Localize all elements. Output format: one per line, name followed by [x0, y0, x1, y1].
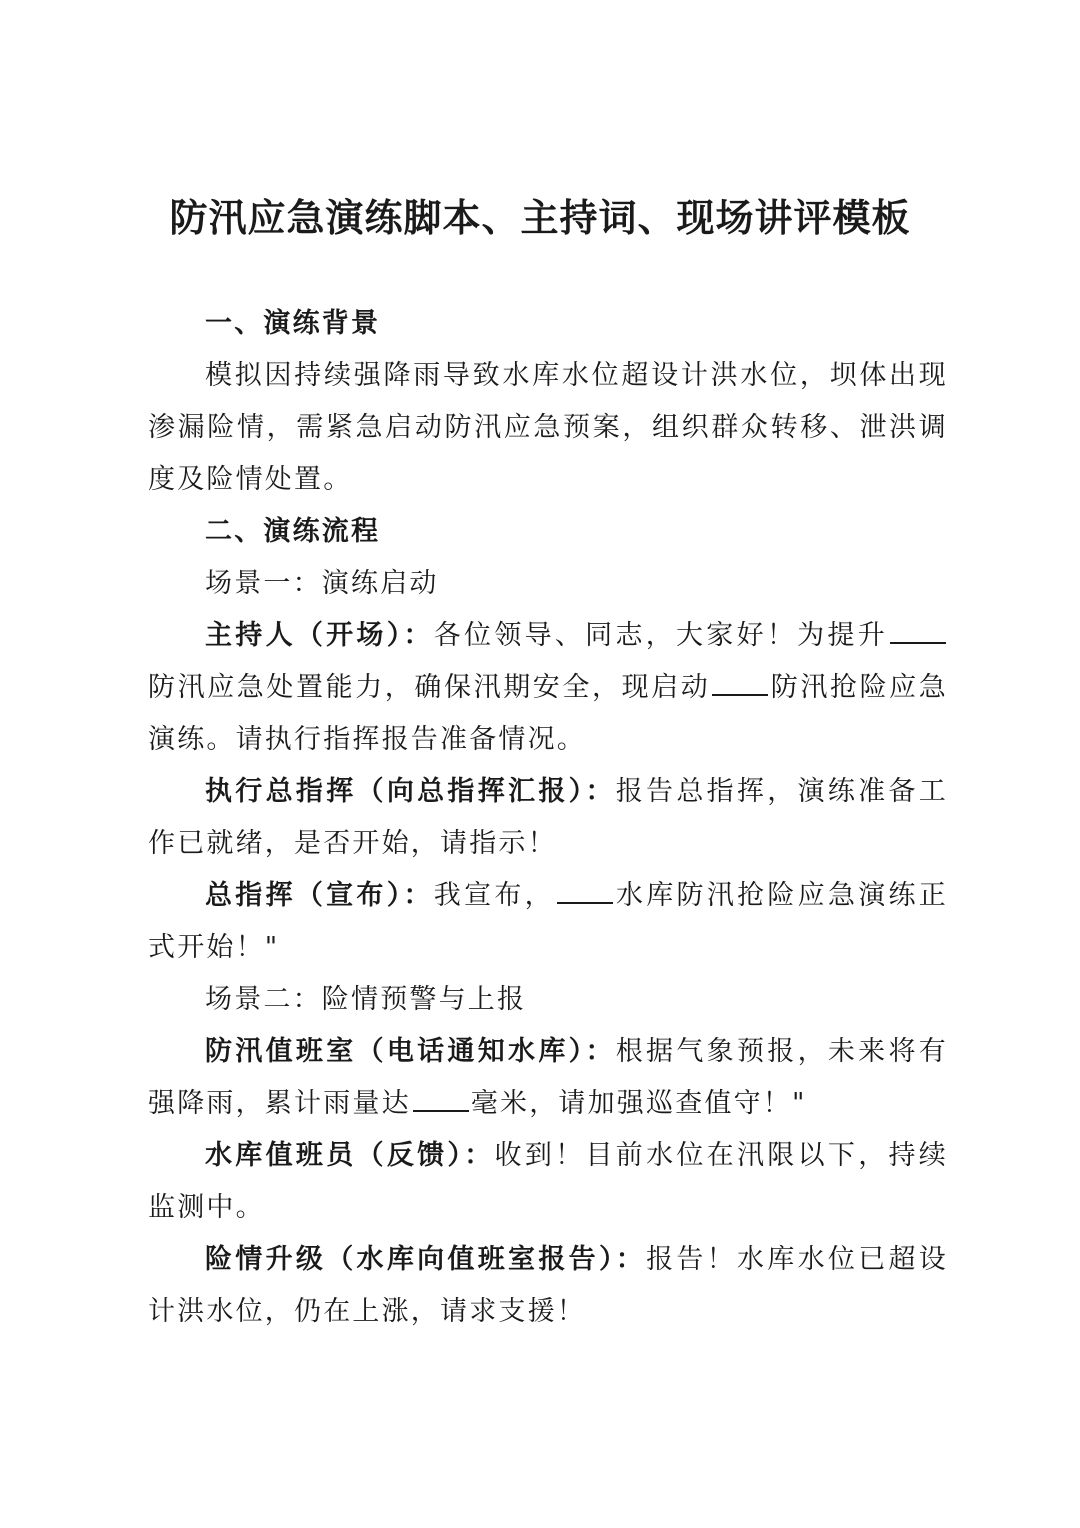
document-title: 防汛应急演练脚本、主持词、现场讲评模板: [169, 195, 911, 240]
speaker-chief-commander: 总指挥（宣布）：: [205, 880, 434, 911]
section-heading-background: 一、演练背景: [205, 308, 381, 339]
speaker-exec-commander: 执行总指挥（向总指挥汇报）：: [205, 776, 616, 807]
paragraph-host-opening: [148, 610, 948, 766]
speaker-reservoir-duty: 水库值班员（反馈）：: [205, 1140, 495, 1171]
office-text-b: 毫米，请加强巡查值守！": [470, 1088, 807, 1119]
host-text-b: 防汛应急处置能力，确保汛期安全，现启动: [148, 672, 711, 703]
paragraph-chief-announce: [148, 870, 948, 974]
speaker-duty-office: 防汛值班室（电话通知水库）：: [205, 1036, 616, 1067]
paragraph-exec-report: [148, 766, 948, 870]
paragraph-background: 模拟因持续强降雨导致水库水位超设计洪水位，坝体出现渗漏险情，需紧急启动防汛应急预案，组织群众转移、泄洪调度及险情处置。: [148, 360, 948, 495]
exec-text: 报告总指挥，演练准备工作已就绪，是否开始，请指示！: [148, 776, 948, 859]
paragraph-office-notice: [148, 1026, 948, 1130]
chief-text-a: 我宣布，: [433, 880, 555, 911]
duty-text: 收到！目前水位在汛限以下，持续监测中。: [148, 1140, 949, 1223]
scene-label-2: 场景二：险情预警与上报: [205, 984, 527, 1015]
fill-blank: [413, 1086, 469, 1112]
document-body: [148, 298, 948, 1338]
scene-label-1: 场景一：演练启动: [205, 568, 439, 599]
fill-blank: [890, 618, 946, 644]
speaker-danger-upgrade: 险情升级（水库向值班室报告）：: [205, 1244, 647, 1275]
fill-blank: [712, 670, 768, 696]
host-text-a: 各位领导、同志，大家好！为提升: [433, 620, 888, 651]
host-text-c: 防汛抢险应急演练。请执行指挥报告准备情况。: [148, 672, 948, 755]
fill-blank: [557, 878, 613, 904]
paragraph-danger-upgrade: [148, 1234, 948, 1338]
section-heading-process: 二、演练流程: [205, 516, 381, 547]
office-text-a: 根据气象预报，未来将有强降雨，累计雨量达: [148, 1036, 948, 1119]
paragraph-duty-feedback: [148, 1130, 948, 1234]
speaker-host: 主持人（开场）：: [205, 620, 434, 651]
chief-text-b: 水库防汛抢险应急演练正式开始！": [148, 880, 949, 963]
upgrade-text: 报告！水库水位已超设计洪水位，仍在上涨，请求支援！: [148, 1244, 948, 1327]
